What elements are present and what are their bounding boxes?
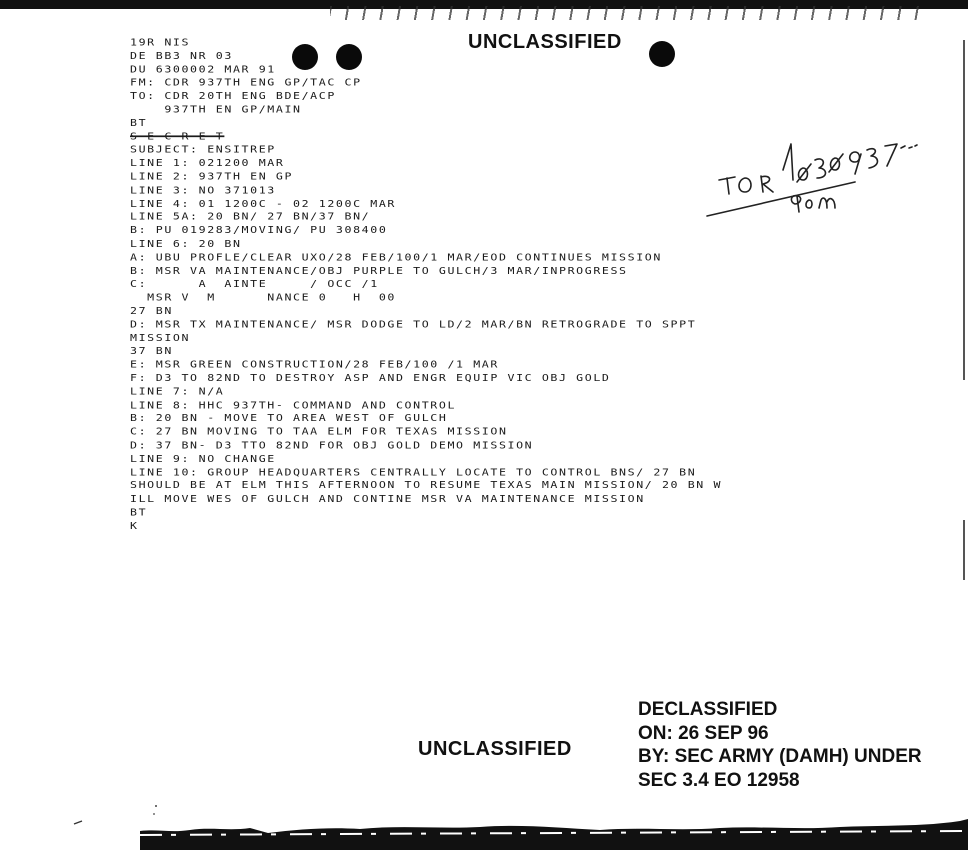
message-line: LINE 4: 01 1200C - 02 1200C MAR (130, 197, 396, 210)
declassification-stamp (638, 698, 922, 792)
scan-noise (330, 6, 930, 20)
classification-banner-bottom: UNCLASSIFIED (418, 738, 572, 760)
message-line: FM: CDR 937TH ENG GP/TAC CP (130, 76, 362, 89)
message-line: ILL MOVE WES OF GULCH AND CONTINE MSR VA MAINTENANCE MISSION (130, 492, 645, 505)
message-line: LINE 7: N/A (130, 385, 225, 398)
message-line: LINE 2: 937TH EN GP (130, 170, 294, 183)
message-body (130, 36, 830, 533)
message-line: K (130, 519, 139, 532)
right-scan-edge (963, 40, 965, 380)
message-line: LINE 5A: 20 BN/ 27 BN/37 BN/ (130, 210, 371, 223)
declass-line: SEC 3.4 EO 12958 (638, 769, 800, 791)
message-line: S E C R E T (130, 129, 225, 142)
bottom-scan-edge (0, 815, 968, 850)
message-line: B: 20 BN - MOVE TO AREA WEST OF GULCH (130, 411, 448, 424)
message-line: BT (130, 505, 148, 518)
message-line: DU 6300002 MAR 91 (130, 62, 276, 75)
classification-banner-top: UNCLASSIFIED (468, 31, 622, 53)
right-scan-edge-lower (963, 520, 965, 580)
message-line: BT (130, 116, 148, 129)
message-line: D: MSR TX MAINTENANCE/ MSR DODGE TO LD/2 MAR/BN RETROGRADE TO SPPT (130, 317, 697, 330)
message-line: F: D3 TO 82ND TO DESTROY ASP AND ENGR EQUIP VIC OBJ GOLD (130, 371, 611, 384)
message-line: SHOULD BE AT ELM THIS AFTERNOON TO RESUME TEXAS MAIN MISSION/ 20 BN W (130, 479, 723, 492)
message-line: C: A AINTE / OCC /1 (130, 277, 379, 290)
message-line: SUBJECT: ENSITREP (130, 143, 276, 156)
message-line: LINE 3: NO 371013 (130, 183, 276, 196)
message-line: 19R NIS (130, 36, 191, 48)
message-line: MISSION (130, 331, 191, 344)
handwritten-annotation (705, 130, 935, 220)
message-line: DE BB3 NR 03 (130, 49, 233, 62)
declass-line: ON: 26 SEP 96 (638, 722, 769, 744)
message-line: B: PU 019283/MOVING/ PU 308400 (130, 223, 388, 236)
message-line: LINE 1: 021200 MAR (130, 156, 285, 169)
message-line: A: UBU PROFLE/CLEAR UXO/28 FEB/100/1 MAR/EOD CONTINUES MISSION (130, 250, 662, 263)
declass-line: DECLASSIFIED (638, 699, 778, 720)
message-line: E: MSR GREEN CONSTRUCTION/28 FEB/100 /1 MAR (130, 358, 499, 371)
message-line: 937TH EN GP/MAIN (130, 103, 302, 116)
declass-line: BY: SEC ARMY (DAMH) UNDER (638, 746, 922, 767)
message-line: MSR V M NANCE 0 H 00 (130, 291, 396, 304)
message-line: LINE 6: 20 BN (130, 237, 242, 250)
message-line: LINE 10: GROUP HEADQUARTERS CENTRALLY LOCATE TO CONTROL BNS/ 27 BN (130, 465, 697, 478)
message-line: LINE 8: HHC 937TH- COMMAND AND CONTROL (130, 398, 457, 411)
message-line: TO: CDR 20TH ENG BDE/ACP (130, 89, 336, 102)
message-line: LINE 9: NO CHANGE (130, 452, 276, 465)
message-line: D: 37 BN- D3 TTO 82ND FOR OBJ GOLD DEMO MISSION (130, 438, 534, 451)
top-scan-edge (0, 0, 968, 14)
message-line: 37 BN (130, 344, 173, 357)
message-line: 27 BN (130, 304, 173, 317)
message-line: C: 27 BN MOVING TO TAA ELM FOR TEXAS MISSION (130, 425, 508, 438)
message-line: B: MSR VA MAINTENANCE/OBJ PURPLE TO GULCH/3 MAR/INPROGRESS (130, 264, 628, 277)
